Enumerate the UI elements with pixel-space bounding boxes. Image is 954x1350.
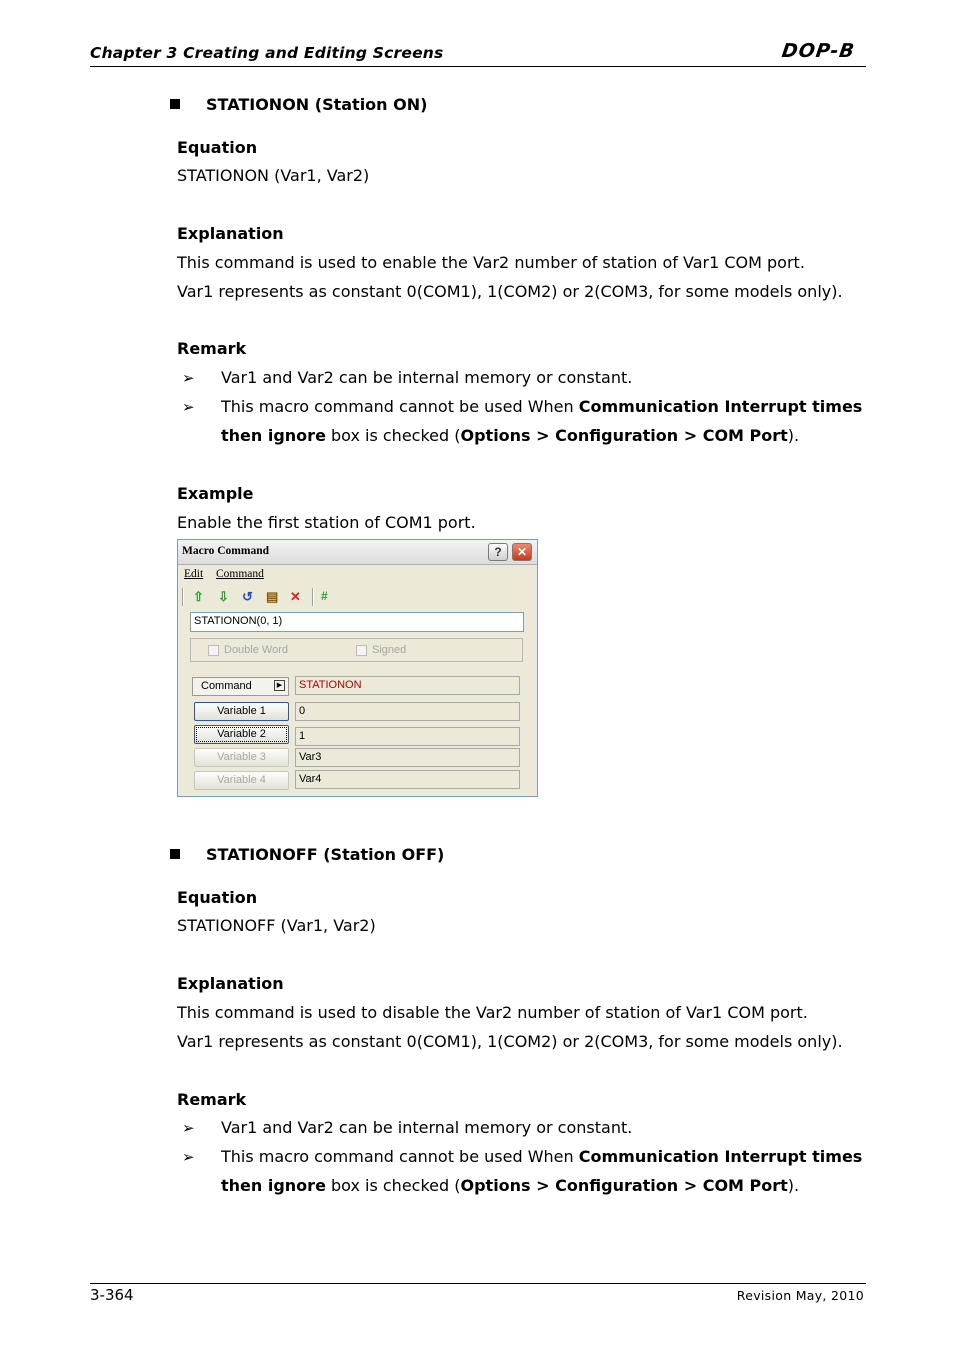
section-title-stationon: STATIONON (Station ON) <box>206 95 428 114</box>
dialog-title: Macro Command <box>182 545 269 557</box>
explanation-line-1: This command is used to enable the Var2 number of station of Var1 COM port. <box>177 253 805 272</box>
section-bullet <box>170 849 180 859</box>
equation-text: STATIONOFF (Var1, Var2) <box>177 916 376 935</box>
arrow-up-icon[interactable]: ⇧ <box>193 589 204 604</box>
section-bullet <box>170 99 180 109</box>
example-heading: Example <box>177 484 254 503</box>
hash-icon[interactable]: # <box>321 589 328 603</box>
remark-item-2-line-2: then ignore box is checked (Options > Configuration > COM Port). <box>221 426 800 445</box>
close-button[interactable]: ✕ <box>512 543 532 561</box>
variable-4-button[interactable]: Variable 4 <box>194 771 289 790</box>
remark-item-2-line-2: then ignore box is checked (Options > Configuration > COM Port). <box>221 1176 800 1195</box>
explanation-heading: Explanation <box>177 224 284 243</box>
dialog-titlebar <box>178 540 537 565</box>
remark-item-1: Var1 and Var2 can be internal memory or constant. <box>221 368 633 387</box>
command-value: STATIONON <box>295 676 520 695</box>
delete-icon[interactable]: ✕ <box>290 589 301 604</box>
header-rule <box>90 66 866 67</box>
arrow-bullet-icon: ➢ <box>182 1148 195 1166</box>
remark-heading: Remark <box>177 339 247 358</box>
toolbar <box>182 586 532 608</box>
signed-checkbox[interactable] <box>356 645 367 656</box>
variable-2-button[interactable]: Variable 2 <box>194 725 289 744</box>
explanation-line-2: Var1 represents as constant 0(COM1), 1(COM2) or 2(COM3, for some models only). <box>177 282 843 301</box>
command-button[interactable] <box>192 677 289 696</box>
variable-3-input[interactable]: Var3 <box>295 748 520 767</box>
equation-text: STATIONON (Var1, Var2) <box>177 166 370 185</box>
submenu-arrow-icon: ▶ <box>274 680 285 691</box>
revision-date: Revision May, 2010 <box>736 1288 864 1303</box>
signed-label: Signed <box>372 644 407 656</box>
arrow-bullet-icon: ➢ <box>182 1119 195 1137</box>
example-text: Enable the first station of COM1 port. <box>177 513 476 532</box>
remark-item-2-line-1: This macro command cannot be used When Communication Interrupt times <box>221 397 863 416</box>
section-title-stationoff: STATIONOFF (Station OFF) <box>206 845 445 864</box>
explanation-line-1: This command is used to disable the Var2 number of station of Var1 COM port. <box>177 1003 808 1022</box>
refresh-icon[interactable]: ↺ <box>242 589 253 604</box>
command-button-label: Command <box>201 680 252 692</box>
variable-2-input[interactable]: 1 <box>295 727 520 746</box>
help-button[interactable]: ? <box>488 543 508 561</box>
variable-1-input[interactable]: 0 <box>295 702 520 721</box>
explanation-heading: Explanation <box>177 974 284 993</box>
document-icon[interactable]: ▤ <box>266 589 279 604</box>
toolbar-separator <box>312 588 314 606</box>
remark-heading: Remark <box>177 1090 247 1109</box>
page-number: 3-364 <box>90 1286 134 1304</box>
double-word-label: Double Word <box>224 644 288 656</box>
double-word-checkbox[interactable] <box>208 645 219 656</box>
toolbar-separator <box>182 588 184 606</box>
footer-rule <box>90 1283 866 1284</box>
expression-input[interactable]: STATIONON(0, 1) <box>190 612 524 632</box>
chapter-title: Chapter 3 Creating and Editing Screens <box>90 44 444 62</box>
macro-command-dialog <box>177 539 538 797</box>
equation-heading: Equation <box>177 138 258 157</box>
arrow-down-icon[interactable]: ⇩ <box>218 589 229 604</box>
arrow-bullet-icon: ➢ <box>182 398 195 416</box>
variable-4-input[interactable]: Var4 <box>295 770 520 789</box>
menu-command[interactable]: Command <box>216 568 264 580</box>
remark-item-2-line-1: This macro command cannot be used When Communication Interrupt times <box>221 1147 863 1166</box>
arrow-bullet-icon: ➢ <box>182 369 195 387</box>
menu-edit[interactable]: Edit <box>184 568 204 580</box>
variable-1-button[interactable]: Variable 1 <box>194 702 289 721</box>
dop-b-logo: DOP-B <box>780 40 857 62</box>
explanation-line-2: Var1 represents as constant 0(COM1), 1(COM2) or 2(COM3, for some models only). <box>177 1032 843 1051</box>
variable-3-button[interactable]: Variable 3 <box>194 748 289 767</box>
equation-heading: Equation <box>177 888 258 907</box>
remark-item-1: Var1 and Var2 can be internal memory or constant. <box>221 1118 633 1137</box>
options-group <box>190 638 523 662</box>
